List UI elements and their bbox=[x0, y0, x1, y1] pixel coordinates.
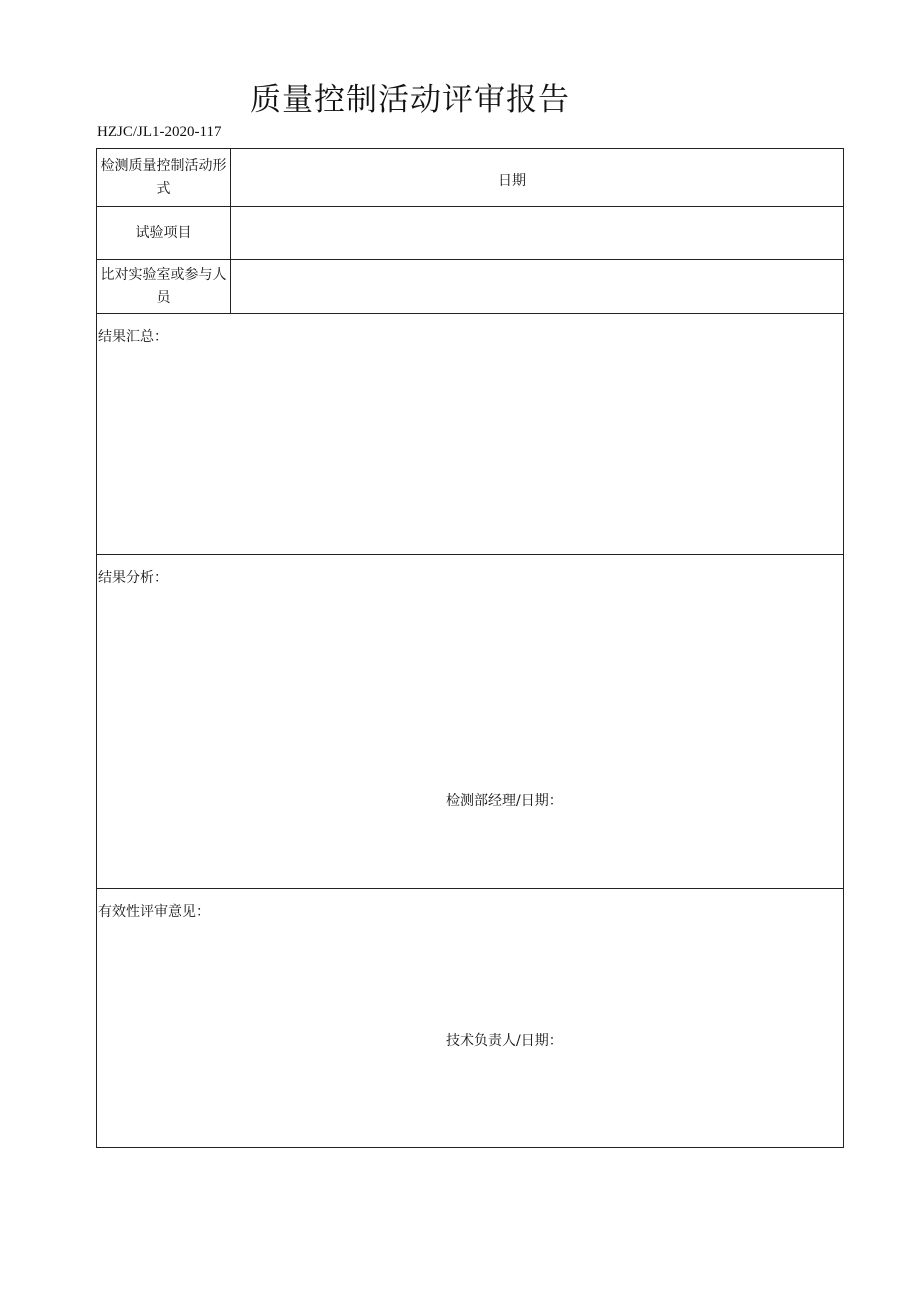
date-label: 日期 bbox=[498, 173, 526, 189]
activity-type-field[interactable] bbox=[231, 149, 843, 206]
activity-type-label: 检测质量控制活动形式 bbox=[97, 149, 231, 206]
activity-type-row bbox=[97, 149, 843, 207]
document-number: HZJC/JL1-2020-117 bbox=[97, 124, 222, 140]
analysis-section[interactable] bbox=[97, 555, 843, 889]
review-label: 有效性评审意见： bbox=[98, 904, 210, 920]
participants-label: 比对实验室或参与人员 bbox=[97, 260, 231, 313]
participants-field[interactable] bbox=[231, 260, 843, 313]
test-item-label: 试验项目 bbox=[97, 207, 231, 259]
participants-row bbox=[97, 260, 843, 314]
test-item-row bbox=[97, 207, 843, 260]
page-title: 质量控制活动评审报告 bbox=[250, 82, 570, 118]
test-item-field[interactable] bbox=[231, 207, 843, 259]
review-form-table bbox=[96, 148, 844, 1148]
analysis-signature-label: 检测部经理/日期： bbox=[446, 793, 563, 809]
analysis-label: 结果分析： bbox=[98, 570, 168, 586]
review-section[interactable] bbox=[97, 889, 843, 1147]
summary-label: 结果汇总： bbox=[98, 329, 168, 345]
summary-section[interactable] bbox=[97, 314, 843, 555]
review-signature-label: 技术负责人/日期： bbox=[446, 1033, 563, 1049]
